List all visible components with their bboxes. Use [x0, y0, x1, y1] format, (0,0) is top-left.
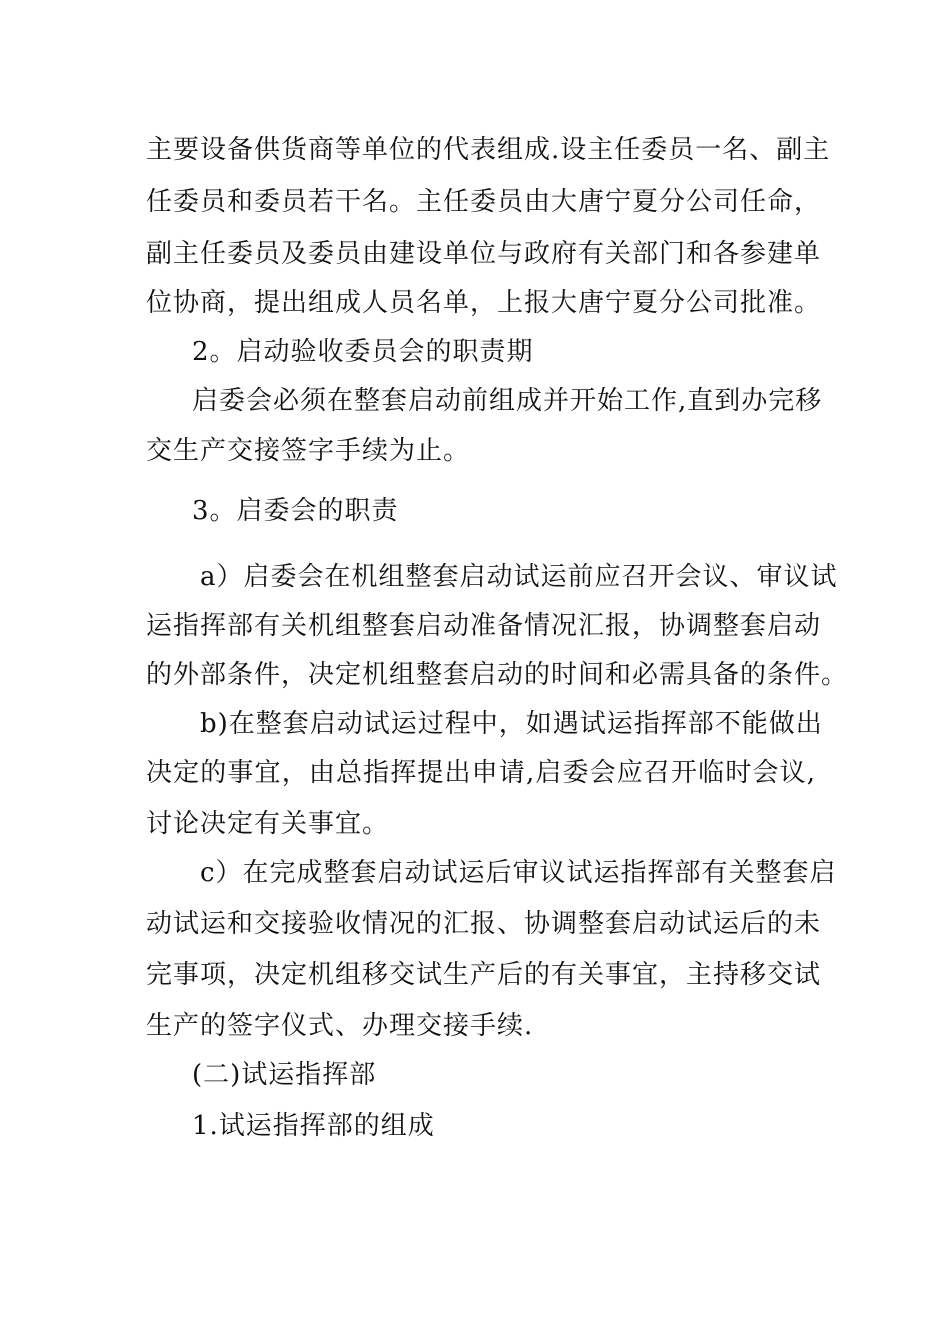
section-heading-3: 3。启委会的职责 — [192, 496, 399, 526]
text-line-7: 交生产交接签字手续为止。 — [146, 436, 471, 466]
subsection-heading-1: 1.试运指挥部的组成 — [192, 1111, 435, 1141]
text-line-14: 讨论决定有关事宜。 — [146, 809, 390, 839]
text-line-10: 运指挥部有关机组整套启动准备情况汇报，协调整套启动 — [146, 611, 822, 641]
section-heading-2: 2。启动验收委员会的职责期 — [192, 337, 534, 367]
text-line-4: 位协商，提出组成人员名单，上报大唐宁夏分公司批准。 — [146, 288, 822, 318]
text-line-2: 任委员和委员若干名。主任委员由大唐宁夏分公司任命， — [146, 187, 822, 217]
text-line-1: 主要设备供货商等单位的代表组成.设主任委员一名、副主 — [146, 135, 831, 165]
text-line-6: 启委会必须在整套启动前组成并开始工作,直到办完移 — [192, 386, 823, 416]
text-line-11: 的外部条件，决定机组整套启动的时间和必需具备的条件。 — [146, 660, 849, 690]
text-line-15: c）在完成整套启动试运后审议试运指挥部有关整套启 — [200, 858, 837, 888]
text-line-3: 副主任委员及委员由建设单位与政府有关部门和各参建单 — [146, 239, 822, 269]
text-line-17: 完事项，决定机组移交试生产后的有关事宜，主持移交试 — [146, 960, 822, 990]
text-line-16: 动试运和交接验收情况的汇报、协调整套启动试运后的未 — [146, 909, 822, 939]
text-line-9: a）启委会在机组整套启动试运前应召开会议、审议试 — [200, 562, 838, 592]
text-line-12: b)在整套启动试运过程中，如遇试运指挥部不能做出 — [200, 709, 823, 739]
text-line-13: 决定的事宜，由总指挥提出申请,启委会应召开临时会议, — [146, 758, 816, 788]
section-heading-er: (二)试运指挥部 — [192, 1060, 377, 1090]
text-line-18: 生产的签字仪式、办理交接手续. — [146, 1011, 534, 1041]
